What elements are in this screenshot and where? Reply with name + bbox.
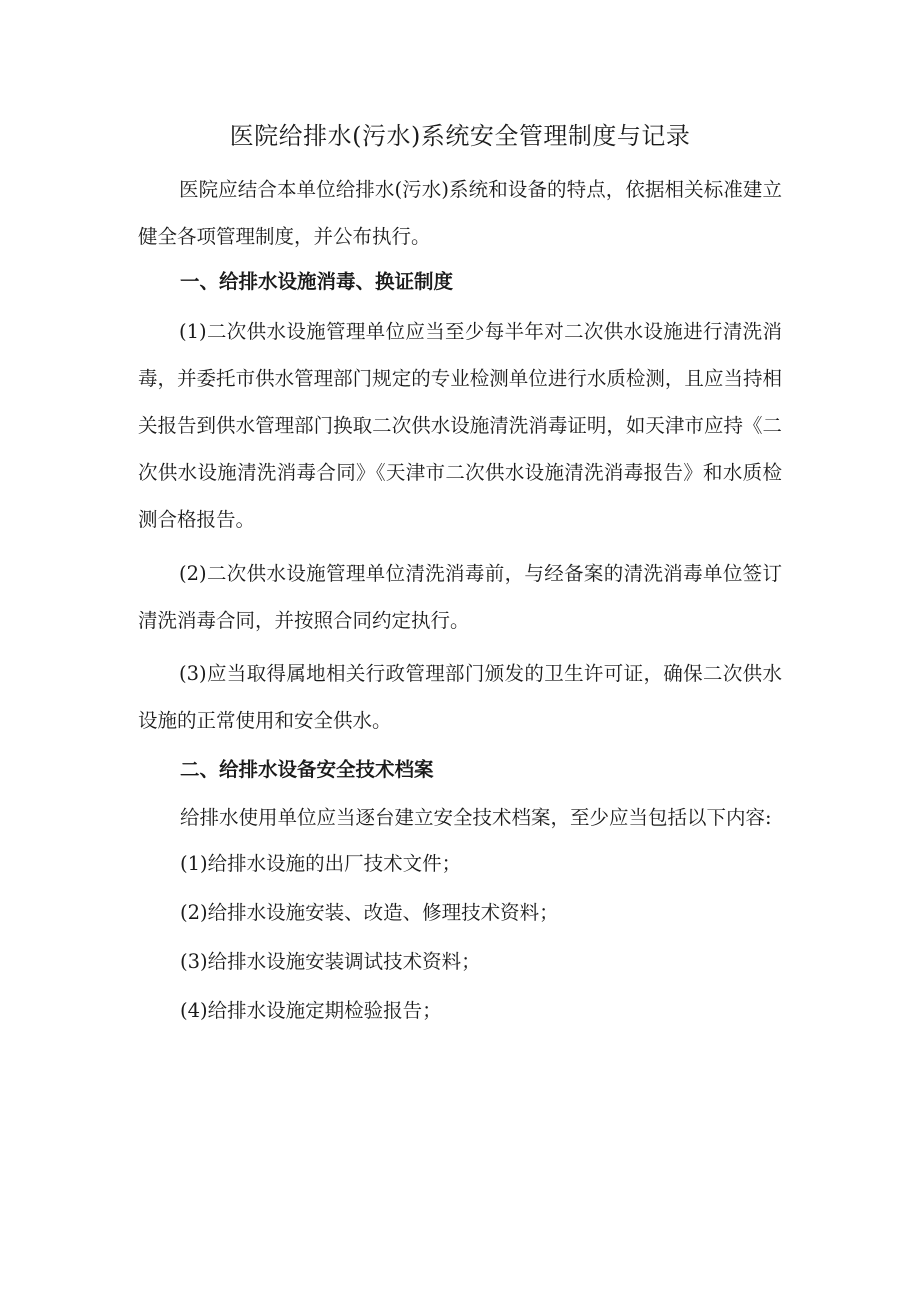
list-item: (2)给排水设施安装、改造、修理技术资料； bbox=[180, 901, 559, 924]
section-2-heading: 二、给排水设备安全技术档案 bbox=[180, 758, 434, 781]
section-1-heading: 一、给排水设施消毒、换证制度 bbox=[180, 270, 454, 293]
section-1-paragraph-3: (3)应当取得属地相关行政管理部门颁发的卫生许可证，确保二次供水设施的正常使用和安全供水。 bbox=[138, 662, 782, 732]
document-title: 医院给排水(污水)系统安全管理制度与记录 bbox=[229, 122, 691, 150]
section-1-paragraph-2: (2)二次供水设施管理单位清洗消毒前，与经备案的清洗消毒单位签订清洗消毒合同，并按照合同约定执行。 bbox=[138, 562, 782, 632]
list-item: (1)给排水设施的出厂技术文件； bbox=[180, 852, 462, 875]
section-2-intro: 给排水使用单位应当逐台建立安全技术档案，至少应当包括以下内容: bbox=[180, 806, 772, 829]
list-item: (3)给排水设施安装调试技术资料； bbox=[180, 950, 481, 973]
intro-paragraph: 医院应结合本单位给排水(污水)系统和设备的特点，依据相关标准建立健全各项管理制度，并公布执行。 bbox=[138, 178, 782, 248]
section-1-paragraph-1: (1)二次供水设施管理单位应当至少每半年对二次供水设施进行清洗消毒，并委托市供水管理部门规定的专业检测单位进行水质检测，且应当持相关报告到供水管理部门换取二次供水设施清洗消毒证明，如天津市应持《二次供水设施清洗消毒合同》《天津市二次供水设施清洗消毒报告》和水质检测合格报告。 bbox=[138, 320, 782, 531]
list-item: (4)给排水设施定期检验报告； bbox=[180, 999, 442, 1022]
